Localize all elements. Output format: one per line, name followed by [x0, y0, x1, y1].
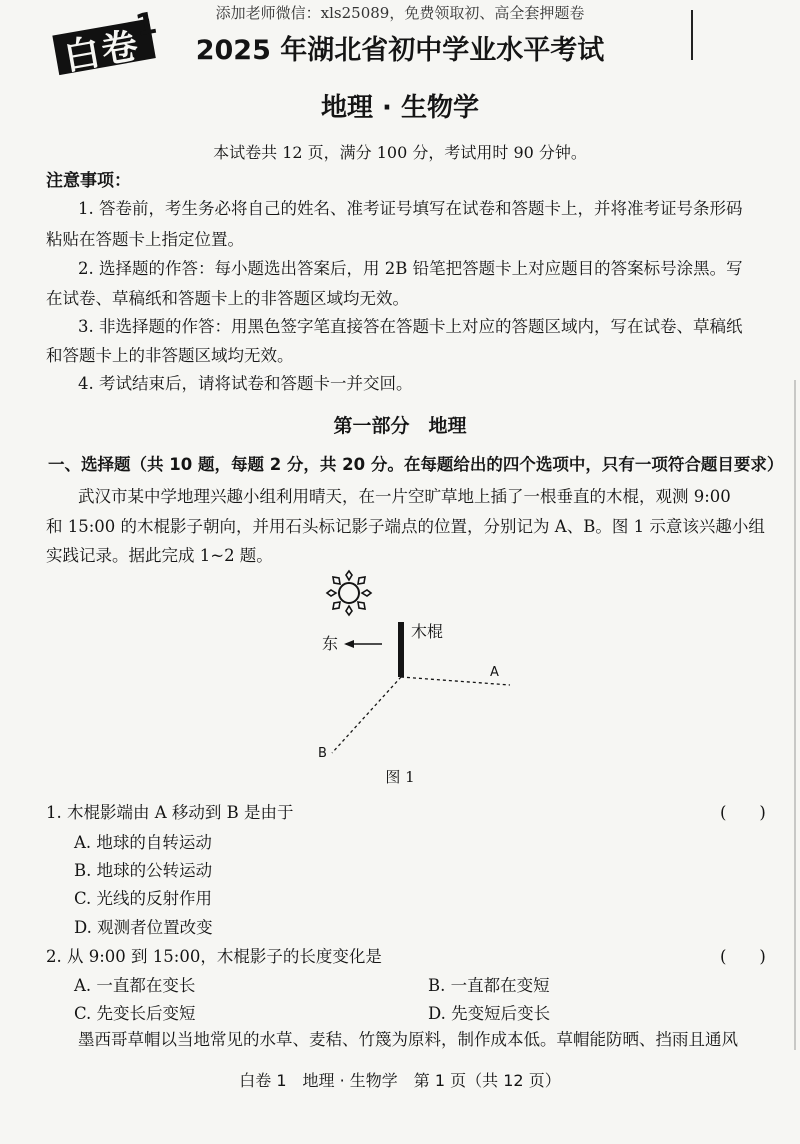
badge-number: 1	[132, 5, 160, 44]
page-edge-shadow	[794, 380, 796, 1050]
next-stem-line: 墨西哥草帽以当地常见的水草、麦秸、竹篾为原料，制作成本低。草帽能防晒、挡雨且通风	[78, 1030, 738, 1049]
figure-caption: 图 1	[385, 768, 415, 786]
point-a-label: A	[490, 665, 499, 680]
notice-item-3-line1: 3. 非选择题的作答：用黑色签字笔直接答在答题卡上对应的答题区域内，写在试卷、草稿纸	[78, 317, 743, 336]
notice-item-1-line2: 粘贴在答题卡上指定位置。	[46, 230, 244, 249]
stem-line-1: 武汉市某中学地理兴趣小组利用晴天，在一片空旷草地上插了一根垂直的木棍，观测 9:00	[78, 487, 731, 506]
question-1-option-b[interactable]: B. 地球的公转运动	[74, 861, 213, 880]
question-2-option-c[interactable]: C. 先变长后变短	[74, 1004, 196, 1023]
part-heading: 一、选择题（共 10 题，每题 2 分，共 20 分。在每题给出的四个选项中，只有一项符合题目要求）	[48, 455, 784, 474]
question-2-option-d[interactable]: D. 先变短后变长	[428, 1004, 551, 1023]
notice-item-1-line1: 1. 答卷前，考生务必将自己的姓名、准考证号填写在试卷和答题卡上，并将准考证号条形码	[78, 199, 743, 218]
question-2-answer-blank[interactable]: ( )	[720, 947, 766, 966]
exam-subtitle: 地理 · 生物学	[321, 93, 479, 123]
east-label: 东	[322, 634, 339, 653]
notice-item-4: 4. 考试结束后，请将试卷和答题卡一并交回。	[78, 374, 413, 393]
badge-text: 白卷	[60, 25, 143, 79]
question-1-option-a[interactable]: A. 地球的自转运动	[74, 833, 212, 852]
sun-icon	[327, 571, 371, 615]
east-arrow	[344, 640, 382, 648]
shadow-line-b	[332, 677, 401, 753]
question-1-stem: 1. 木棍影端由 A 移动到 B 是由于	[46, 803, 294, 822]
question-2-option-a[interactable]: A. 一直都在变长	[74, 976, 196, 995]
question-1-option-c[interactable]: C. 光线的反射作用	[74, 889, 213, 908]
watermark: 添加老师微信：xls25089，免费领取初、高全套押题卷	[215, 4, 585, 22]
question-1-answer-blank[interactable]: ( )	[720, 803, 766, 822]
notice-item-2-line1: 2. 选择题的作答：每小题选出答案后，用 2B 铅笔把答题卡上对应题目的答案标号涂黑。写	[78, 259, 743, 278]
notice-item-3-line2: 和答题卡上的非答题区域均无效。	[46, 346, 294, 365]
stick	[398, 622, 404, 677]
figure-1	[300, 565, 540, 765]
notice-item-2-line2: 在试卷、草稿纸和答题卡上的非答题区域均无效。	[46, 289, 409, 308]
section-title: 第一部分 地理	[333, 415, 467, 437]
exam-title: 2025 年湖北省初中学业水平考试	[195, 35, 605, 66]
question-2-stem: 2. 从 9:00 到 15:00，木棍影子的长度变化是	[46, 947, 382, 966]
page-footer: 白卷 1 地理 · 生物学 第 1 页（共 12 页）	[239, 1071, 561, 1090]
stick-label: 木棍	[411, 622, 444, 641]
question-2-option-b[interactable]: B. 一直都在变短	[428, 976, 550, 995]
point-b-label: B	[318, 746, 327, 761]
notice-heading: 注意事项：	[46, 171, 131, 191]
exam-intro: 本试卷共 12 页，满分 100 分，考试用时 90 分钟。	[213, 143, 587, 162]
stem-line-3: 实践记录。据此完成 1~2 题。	[46, 546, 273, 565]
stem-line-2: 和 15:00 的木棍影子朝向，并用石头标记影子端点的位置，分别记为 A、B。图 1 示意该兴趣小组	[46, 517, 765, 536]
question-1-option-d[interactable]: D. 观测者位置改变	[74, 918, 213, 937]
